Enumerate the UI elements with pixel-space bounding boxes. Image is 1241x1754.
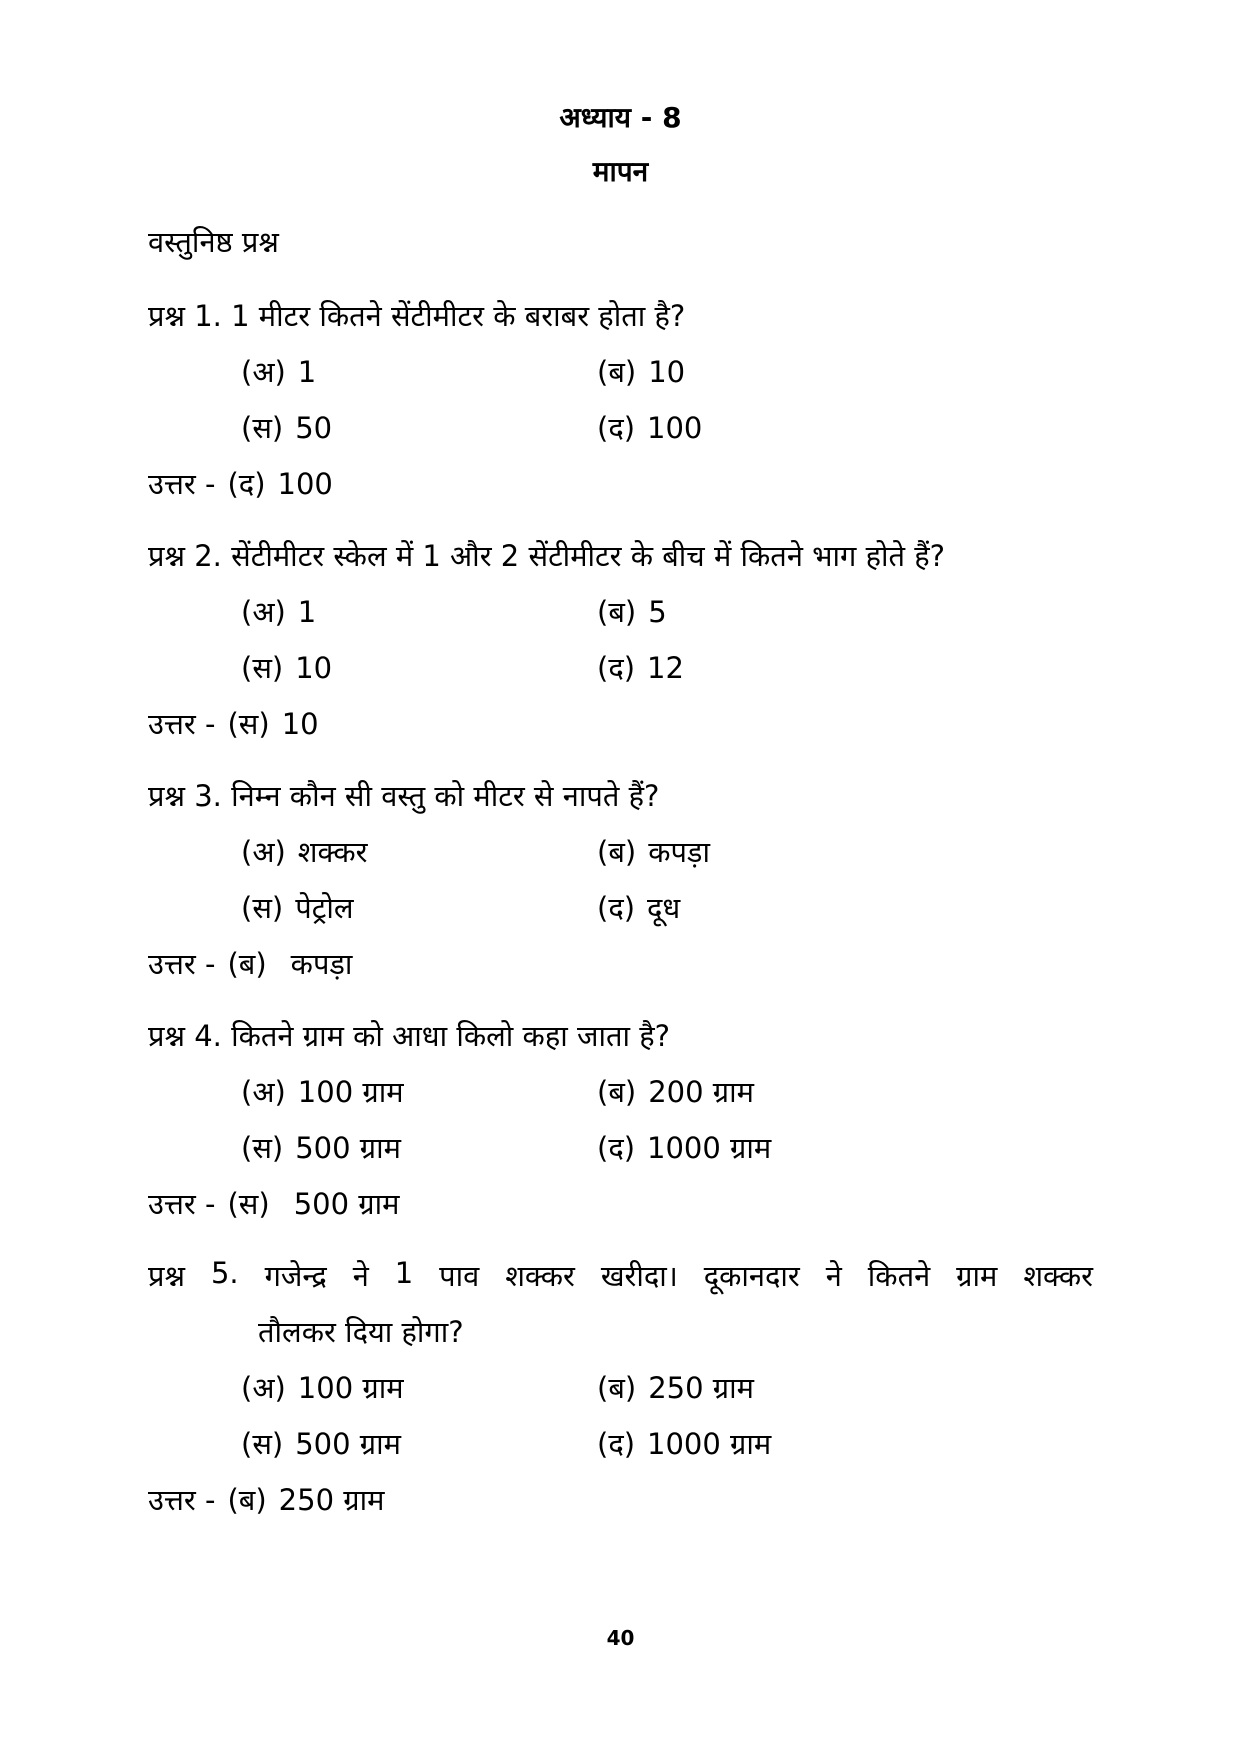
question-5-option-c [241, 1424, 401, 1463]
answer-text: 100 [277, 467, 333, 501]
question-5-answer [148, 1480, 384, 1519]
question-5-option-a [241, 1368, 404, 1407]
page-number: 40 [606, 1626, 635, 1650]
prompt-word: ने [825, 1259, 842, 1293]
answer-key: (स) [227, 707, 270, 741]
option-key: (द) [597, 411, 636, 445]
question-2-prompt: प्रश्न 2. सेंटीमीटर स्केल में 1 और 2 सेंटीमीटर के बीच में कितने भाग होते हैं? [148, 539, 946, 573]
option-key: (स) [241, 1131, 284, 1165]
option-text: 500 ग्राम [295, 1131, 402, 1165]
question-1-option-c [241, 408, 332, 447]
answer-key: (द) [227, 467, 266, 501]
option-text: 1 [297, 595, 317, 629]
option-text: 250 ग्राम [648, 1371, 754, 1405]
option-text: 10 [295, 651, 333, 685]
question-3-option-a [241, 832, 367, 871]
prompt-word: दूकानदार [703, 1259, 800, 1293]
option-text: 5 [648, 595, 667, 629]
question-5-option-d [597, 1424, 771, 1463]
answer-label: उत्तर - [148, 707, 216, 741]
option-key: (द) [597, 651, 636, 685]
option-key: (अ) [241, 1075, 286, 1109]
option-text: कपड़ा [648, 835, 710, 869]
option-key: (अ) [241, 1371, 286, 1405]
answer-key: (ब) [227, 1483, 267, 1517]
question-4-option-d [597, 1128, 771, 1167]
option-text: 100 ग्राम [297, 1371, 404, 1405]
section-heading: वस्तुनिष्ठ प्रश्न [148, 225, 279, 259]
prompt-word: गजेन्द्र [264, 1259, 327, 1293]
option-text: 1000 ग्राम [647, 1131, 772, 1165]
question-2-option-d [597, 648, 684, 687]
question-2-option-a [241, 592, 316, 631]
question-5-prompt-continued: तौलकर दिया होगा? [258, 1315, 464, 1349]
option-text: 12 [647, 651, 684, 685]
question-4-option-b [597, 1072, 754, 1111]
option-key: (अ) [241, 355, 286, 389]
prompt-word: पाव [439, 1259, 480, 1293]
option-text: 500 ग्राम [295, 1427, 402, 1461]
answer-key: (स) [227, 1187, 270, 1221]
question-4-prompt: प्रश्न 4. कितने ग्राम को आधा किलो कहा जाता है? [148, 1019, 671, 1053]
question-3-answer [148, 944, 352, 983]
question-3-option-b [597, 832, 710, 871]
question-1-option-d [597, 408, 702, 447]
prompt-word: ग्राम [956, 1259, 998, 1293]
answer-key: (ब) [227, 947, 267, 981]
prompt-word: शक्कर [505, 1259, 575, 1293]
answer-text: 500 ग्राम [293, 1187, 400, 1221]
option-key: (स) [241, 1427, 284, 1461]
question-1-answer [148, 464, 333, 503]
option-text: 200 ग्राम [648, 1075, 754, 1109]
question-5-prompt [148, 1256, 1093, 1295]
option-key: (ब) [597, 835, 637, 869]
chapter-number: अध्याय - 8 [559, 101, 682, 134]
option-key: (द) [597, 1427, 636, 1461]
option-text: दूध [647, 891, 681, 925]
question-1-option-b [597, 352, 685, 391]
prompt-word: ने [352, 1259, 369, 1293]
answer-text: कपड़ा [290, 947, 353, 981]
question-4-option-c [241, 1128, 401, 1167]
option-key: (स) [241, 411, 284, 445]
chapter-title: मापन [592, 155, 649, 188]
option-key: (ब) [597, 1075, 637, 1109]
question-5-option-b [597, 1368, 754, 1407]
question-4-answer [148, 1184, 400, 1223]
option-text: 100 ग्राम [297, 1075, 404, 1109]
answer-label: उत्तर - [148, 1187, 216, 1221]
option-key: (स) [241, 891, 284, 925]
answer-text: 10 [281, 707, 319, 741]
option-key: (अ) [241, 595, 286, 629]
question-3-option-d [597, 888, 680, 927]
option-key: (द) [597, 1131, 636, 1165]
option-key: (ब) [597, 355, 637, 389]
option-key: (अ) [241, 835, 286, 869]
option-text: 1000 ग्राम [647, 1427, 772, 1461]
option-text: 1 [297, 355, 317, 389]
prompt-word: 5. [210, 1256, 239, 1290]
prompt-word: खरीदा। [600, 1259, 678, 1293]
option-key: (ब) [597, 1371, 637, 1405]
question-3-prompt: प्रश्न 3. निम्न कौन सी वस्तु को मीटर से नापते हैं? [148, 779, 660, 813]
question-1-prompt: प्रश्न 1. 1 मीटर कितने सेंटीमीटर के बराबर होता है? [148, 299, 686, 333]
answer-label: उत्तर - [148, 467, 216, 501]
question-3-option-c [241, 888, 354, 927]
option-text: 50 [295, 411, 333, 445]
prompt-word: प्रश्न [148, 1259, 186, 1293]
answer-label: उत्तर - [148, 947, 216, 981]
option-key: (ब) [597, 595, 637, 629]
option-text: 100 [647, 411, 703, 445]
option-text: पेट्रोल [295, 891, 354, 925]
question-2-option-c [241, 648, 332, 687]
option-key: (स) [241, 651, 284, 685]
prompt-word: 1 [394, 1256, 414, 1290]
option-text: शक्कर [297, 835, 368, 869]
question-4-option-a [241, 1072, 404, 1111]
answer-label: उत्तर - [148, 1483, 216, 1517]
question-2-option-b [597, 592, 667, 631]
question-1-option-a [241, 352, 316, 391]
question-2-answer [148, 704, 319, 743]
prompt-word: शक्कर [1023, 1259, 1093, 1293]
answer-text: 250 ग्राम [278, 1483, 385, 1517]
prompt-word: कितने [867, 1259, 931, 1293]
option-text: 10 [648, 355, 686, 389]
option-key: (द) [597, 891, 636, 925]
